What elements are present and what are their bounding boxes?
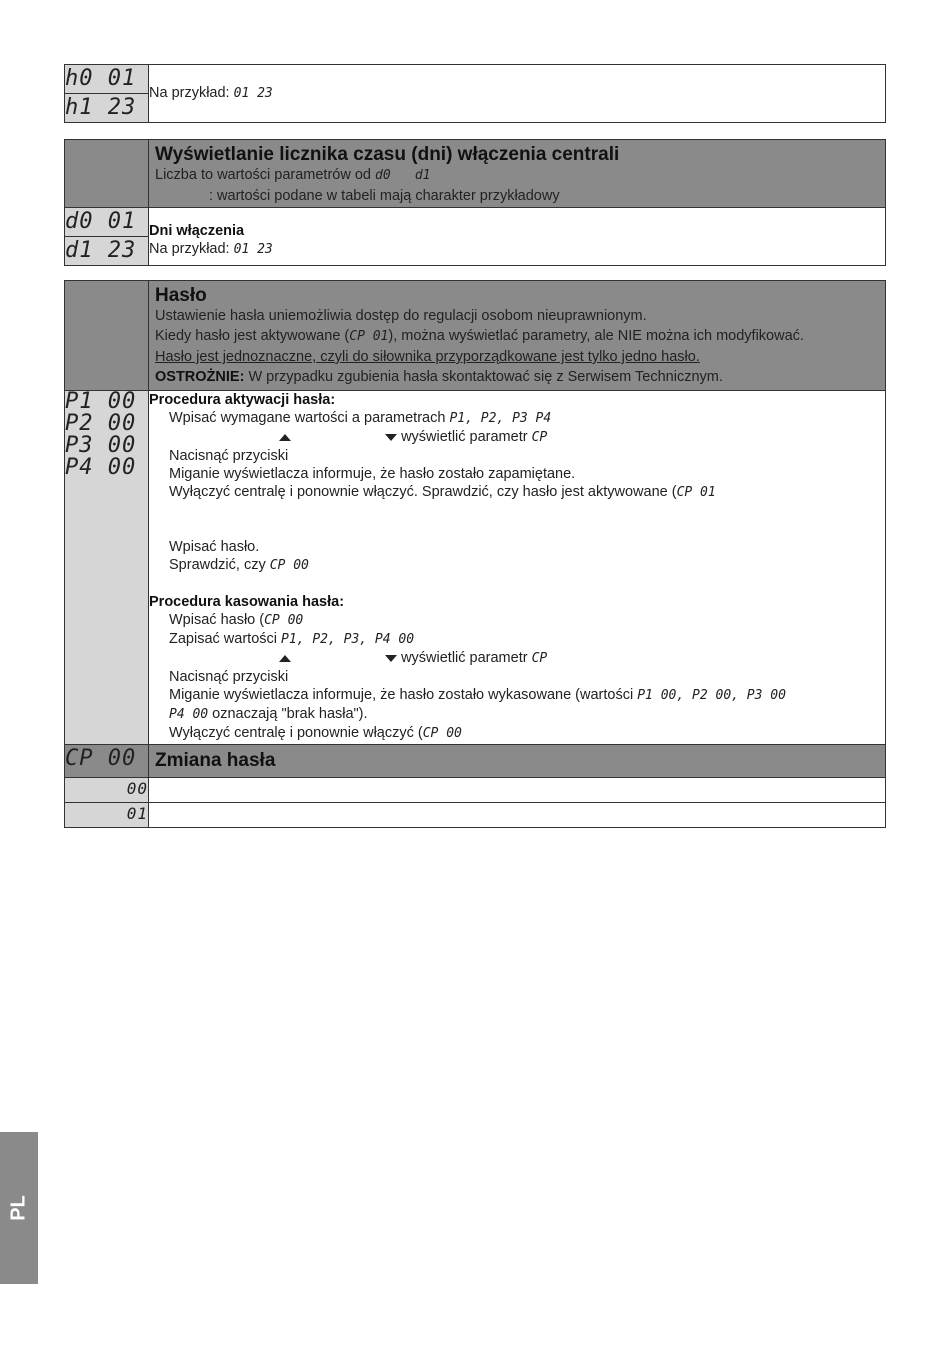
- password-procedures: [149, 391, 886, 748]
- deletion-step-1-seg: CP 00: [264, 613, 304, 628]
- days-example: [149, 240, 885, 259]
- down-arrow-icon: [385, 655, 397, 662]
- deletion-step-2: [149, 630, 885, 649]
- deletion-step-5: [149, 686, 885, 705]
- activation-step-3: Nacisnąć przyciski: [169, 448, 289, 464]
- table-days: [64, 139, 886, 266]
- option-01: 01: [65, 803, 149, 828]
- days-line1: [149, 166, 885, 187]
- change-password-title: Zmiana hasła: [149, 745, 886, 778]
- days-example-value: 01 23: [233, 242, 273, 257]
- password-line2-b: ), można wyświetlać parametry, ale NIE można ich modyfikować.: [388, 328, 804, 344]
- option-00: 00: [65, 778, 149, 803]
- activation-step-2-text: wyświetlić parametr: [401, 429, 528, 445]
- activation-step-5-seg: CP 01: [676, 485, 716, 500]
- activation-step-1-text: Wpisać wymagane wartości a parametrach: [169, 410, 446, 426]
- deletion-step-6-text: oznaczają "brak hasła").: [212, 706, 368, 722]
- up-arrow-icon: [279, 655, 291, 662]
- code-h0: h0 01: [65, 65, 149, 94]
- code-cp: CP 00: [65, 745, 149, 778]
- deletion-title: Procedura kasowania hasła:: [149, 594, 345, 610]
- code-p3: P3 00: [65, 433, 137, 458]
- activation-step-2: [149, 428, 885, 447]
- deletion-step-3-text: wyświetlić parametr: [401, 650, 528, 666]
- days-header: [149, 140, 886, 208]
- days-row: [149, 208, 886, 266]
- activation-step-7-text: Sprawdzić, czy: [169, 557, 266, 573]
- warning-label: OSTROŻNIE:: [155, 369, 245, 385]
- password-header: [149, 281, 886, 391]
- password-line2-a: Kiedy hasło jest aktywowane (: [155, 328, 350, 344]
- days-line2: : wartości podane w tabeli mają charakter przykładowy: [209, 188, 560, 204]
- password-line1: Ustawienie hasła uniemożliwia dostęp do regulacji osobom nieuprawnionym.: [155, 308, 647, 324]
- language-label: PL: [7, 1195, 30, 1221]
- deletion-step-7-text: Wyłączyć centralę i ponownie włączyć (: [169, 725, 423, 741]
- days-title: Wyświetlanie licznika czasu (dni) włączenia centrali: [155, 144, 620, 165]
- example-value: 01 23: [233, 86, 273, 101]
- table-change-password: [64, 744, 886, 828]
- deletion-step-2-seg: P1, P2, P3, P4 00: [281, 632, 415, 647]
- days-row-title: Dni włączenia: [149, 223, 245, 239]
- activation-step-1-seg: P1, P2, P3 P4: [449, 411, 552, 426]
- table-hours: [64, 64, 886, 123]
- activation-step-6: Wpisać hasło.: [169, 539, 260, 555]
- language-tab: [0, 1132, 38, 1284]
- activation-step-5: [149, 483, 885, 502]
- deletion-step-5-seg: P1 00, P2 00, P3 00: [637, 688, 786, 703]
- code-h1: h1 23: [65, 94, 149, 123]
- password-codes: [65, 391, 149, 748]
- password-line2: [149, 327, 885, 348]
- deletion-step-3-seg: CP: [531, 651, 548, 666]
- password-line2-seg: CP 01: [349, 329, 389, 344]
- code-p4: P4 00: [65, 455, 137, 480]
- option-01-description: [149, 803, 886, 828]
- warning-text: W przypadku zgubienia hasła skontaktować się z Serwisem Technicznym.: [248, 369, 723, 385]
- deletion-step-1: [149, 611, 885, 630]
- deletion-step-5-text: Miganie wyświetlacza informuje, że hasło zostało wykasowane (wartości: [169, 687, 634, 703]
- days-seg-from: d0: [375, 168, 391, 183]
- deletion-step-3: [149, 649, 885, 668]
- code-p2: P2 00: [65, 411, 137, 436]
- activation-step-1: [149, 409, 885, 428]
- code-d0: d0 01: [65, 208, 149, 237]
- activation-step-2-seg: CP: [531, 430, 548, 445]
- activation-step-4: Miganie wyświetlacza informuje, że hasło zostało zapamiętane.: [169, 466, 576, 482]
- days-line1-text: Liczba to wartości parametrów od: [155, 167, 371, 183]
- deletion-step-7-seg: CP 00: [422, 726, 462, 741]
- deletion-step-6-seg: P4 00: [169, 707, 209, 722]
- activation-step-7: [149, 556, 885, 575]
- table-password: [64, 280, 886, 748]
- activation-title: Procedura aktywacji hasła:: [149, 392, 336, 408]
- activation-step-7-seg: CP 00: [269, 558, 309, 573]
- code-d1: d1 23: [65, 237, 149, 266]
- up-arrow-icon: [279, 434, 291, 441]
- days-example-label: Na przykład:: [149, 241, 230, 257]
- example-label: Na przykład:: [149, 85, 230, 101]
- down-arrow-icon: [385, 434, 397, 441]
- hours-description: [149, 65, 886, 123]
- activation-step-5-text: Wyłączyć centralę i ponownie włączyć. Sprawdzić, czy hasło jest aktywowane (: [169, 484, 677, 500]
- deletion-step-1-text: Wpisać hasło (: [169, 612, 265, 628]
- password-header-blank: [65, 281, 149, 391]
- password-title: Hasło: [155, 285, 207, 306]
- days-seg-to: d1: [414, 168, 431, 183]
- password-line3: Hasło jest jednoznaczne, czyli do siłownika przyporządkowane jest tylko jedno hasło.: [155, 349, 700, 365]
- option-00-description: [149, 778, 886, 803]
- code-p1: P1 00: [65, 389, 137, 414]
- deletion-step-4: Nacisnąć przyciski: [169, 669, 289, 685]
- password-warning: [149, 368, 885, 388]
- deletion-step-6: [149, 705, 885, 724]
- deletion-step-2-text: Zapisać wartości: [169, 631, 277, 647]
- days-header-blank: [65, 140, 149, 208]
- deletion-step-7: [149, 724, 885, 743]
